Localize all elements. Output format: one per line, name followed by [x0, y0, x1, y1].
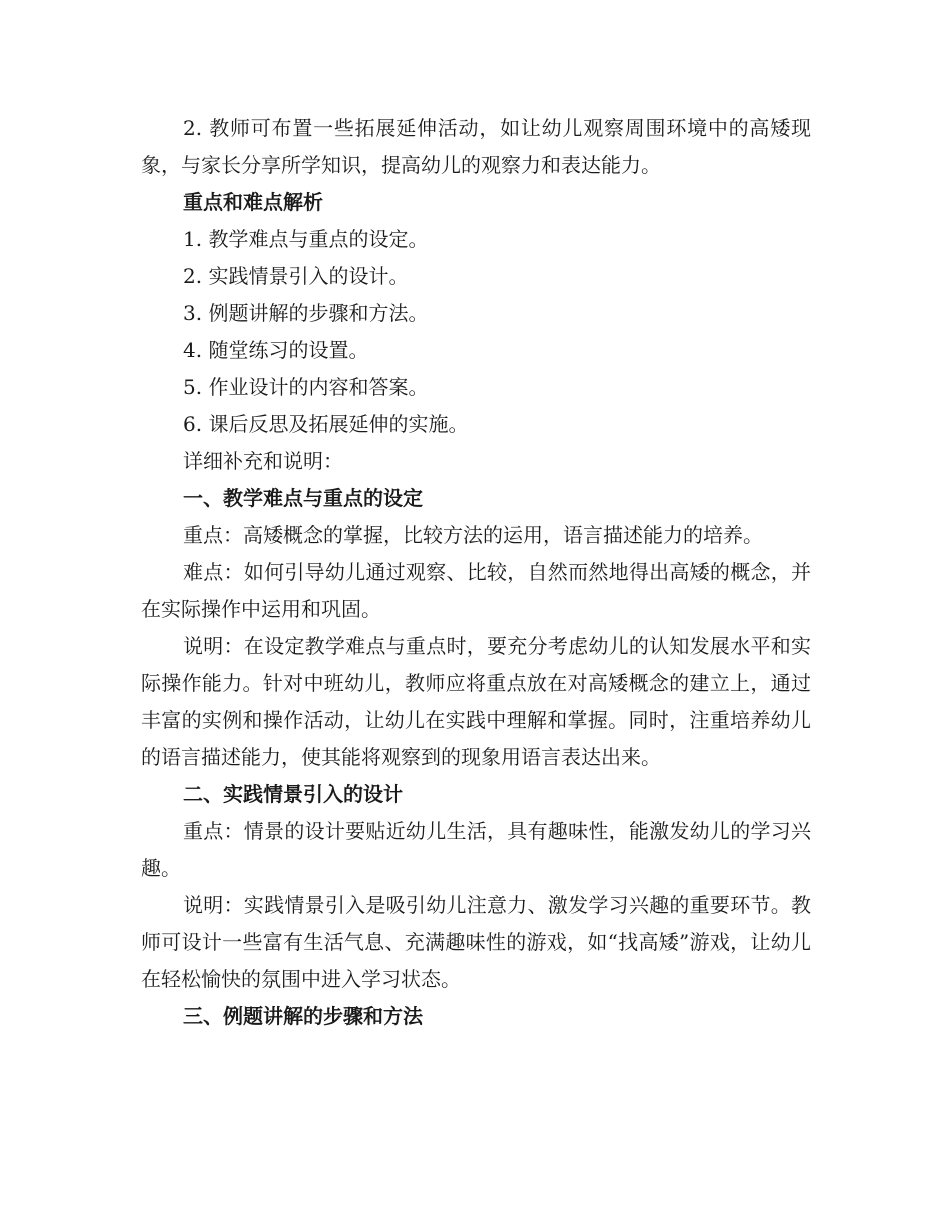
- paragraph-explanation: 说明：在设定教学难点与重点时，要充分考虑幼儿的认知发展水平和实际操作能力。针对中班幼儿，教师应将重点放在对高矮概念的建立上，通过丰富的实例和操作活动，让幼儿在实践中理解和掌握。同时，注重培养幼儿的语言描述能力，使其能将观察到的现象用语言表达出来。: [141, 634, 811, 769]
- list-item: 3. 例题讲解的步骤和方法。: [183, 301, 429, 325]
- paragraph-explanation: 说明：实践情景引入是吸引幼儿注意力、激发学习兴趣的重要环节。教师可设计一些富有生活气息、充满趣味性的游戏，如“找高矮”游戏，让幼儿在轻松愉快的氛围中进入学习状态。: [141, 893, 811, 991]
- section-heading-3: 三、例题讲解的步骤和方法: [183, 1004, 423, 1028]
- document-body: [141, 110, 811, 1035]
- list-item: 6. 课后反思及拓展延伸的实施。: [183, 412, 469, 436]
- paragraph-extension-activity: 2. 教师可布置一些拓展延伸活动，如让幼儿观察周围环境中的高矮现象，与家长分享所学知识，提高幼儿的观察力和表达能力。: [141, 116, 811, 177]
- list-item: 5. 作业设计的内容和答案。: [183, 375, 429, 399]
- list-item: 1. 教学难点与重点的设定。: [183, 227, 429, 251]
- paragraph-key-point: 重点：高矮概念的掌握，比较方法的运用，语言描述能力的培养。: [183, 523, 763, 547]
- paragraph-difficulty: 难点：如何引导幼儿通过观察、比较，自然而然地得出高矮的概念，并在实际操作中运用和巩固。: [141, 560, 811, 621]
- section-heading-key-points: 重点和难点解析: [183, 190, 323, 214]
- list-item: 4. 随堂练习的设置。: [183, 338, 369, 362]
- section-heading-1: 一、教学难点与重点的设定: [183, 486, 423, 510]
- paragraph-key-point: 重点：情景的设计要贴近幼儿生活，具有趣味性，能激发幼儿的学习兴趣。: [141, 819, 811, 880]
- section-heading-2: 二、实践情景引入的设计: [183, 782, 403, 806]
- list-item: 2. 实践情景引入的设计。: [183, 264, 409, 288]
- paragraph-detail-intro: 详细补充和说明：: [183, 449, 343, 473]
